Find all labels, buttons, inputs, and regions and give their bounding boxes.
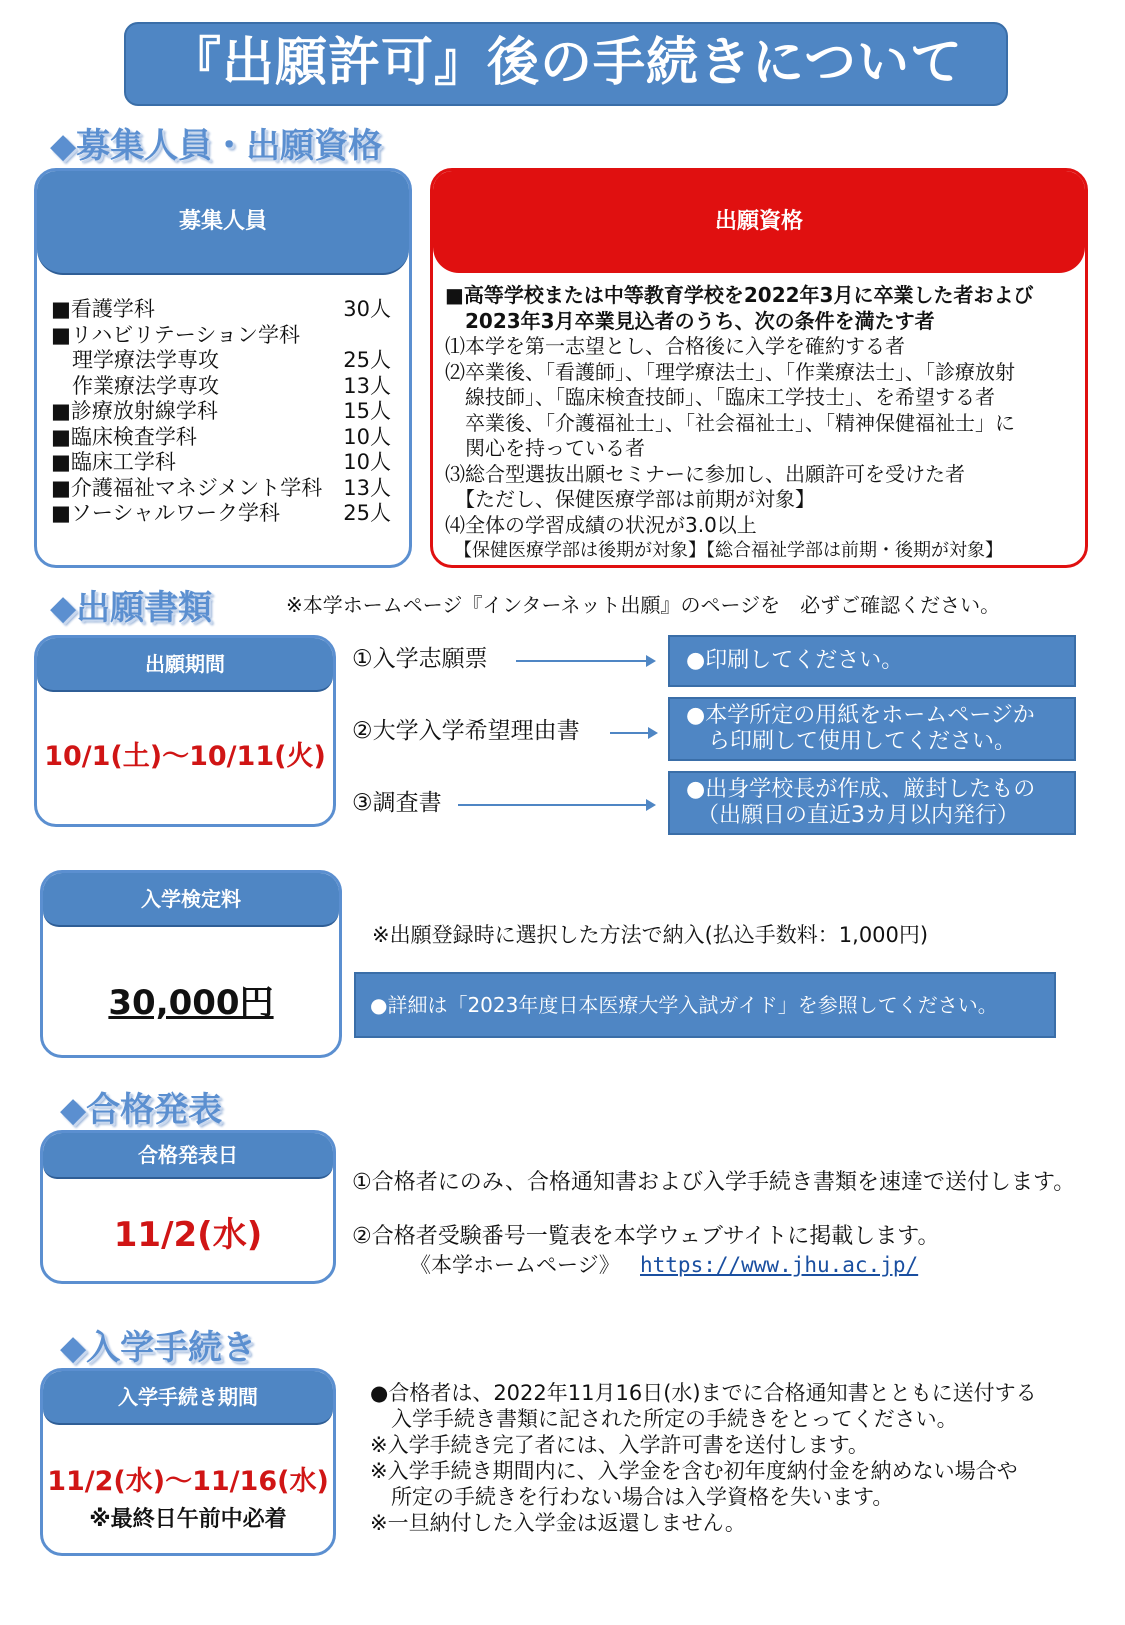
section-heading-enroll: ◆入学手続き — [60, 1328, 257, 1368]
application-period-value: 10/1(土)～10/11(火) — [44, 741, 326, 772]
document-desc-box — [668, 771, 1076, 835]
eligibility-line: 【保健医療学部は後期が対象】【総合福祉学部は前期・後期が対象】 — [445, 540, 1003, 561]
recruitment-row: ■リハビリテーション学科 — [51, 322, 300, 347]
document-desc-box — [668, 697, 1076, 761]
enrollment-line: 入学手続き書類に記された所定の手続きをとってください。 — [370, 1407, 958, 1431]
document-desc-line: ら印刷して使用してください。 — [686, 729, 1017, 754]
enrollment-line: ※一旦納付した入学金は返還しません。 — [370, 1511, 746, 1535]
document-desc-line: ●本学所定の用紙をホームページか — [686, 703, 1035, 728]
enrollment-line: 所定の手続きを行わない場合は入学資格を失います。 — [370, 1485, 894, 1509]
enrollment-deadline-note: ※最終日午前中必着 — [89, 1507, 287, 1532]
document-item-name: ③調査書 — [352, 790, 442, 816]
enrollment-line: ●合格者は、2022年11月16日(水)までに合格通知書とともに送付する — [370, 1381, 1037, 1405]
page-title: 『出願許可』後の手続きについて — [124, 22, 1008, 106]
recruitment-list — [37, 297, 409, 527]
fee-detail-text: ●詳細は「2023年度日本医療大学入試ガイド」を参照してください。 — [370, 993, 998, 1017]
enrollment-period-card — [40, 1368, 336, 1556]
recruitment-row: ■看護学科 30人 — [51, 297, 391, 321]
recruitment-row: ■診療放射線学科 15人 — [51, 399, 391, 423]
document-desc-box — [668, 635, 1076, 687]
exam-fee-value: 30,000円 — [108, 983, 274, 1023]
enrollment-line: ※入学手続き完了者には、入学許可書を送付します。 — [370, 1433, 869, 1457]
eligibility-line: 2023年3月卒業見込者のうち、次の条件を満たす者 — [445, 308, 935, 333]
eligibility-line: 卒業後、「介護福祉士」、「社会福祉士」、「精神保健福祉士」に — [445, 410, 1015, 435]
application-period-card — [34, 635, 336, 827]
results-line-2: ②合格者受験番号一覧表を本学ウェブサイトに掲載します。 — [352, 1224, 940, 1249]
fee-payment-note: ※出願登録時に選択した方法で納入(払込手数料：1,000円) — [372, 923, 929, 947]
arrow-right-icon — [516, 660, 654, 662]
homepage-link[interactable]: https://www.jhu.ac.jp/ — [640, 1253, 919, 1277]
eligibility-line: ■高等学校または中等教育学校を2022年3月に卒業した者および — [445, 283, 1034, 307]
enrollment-line: ※入学手続き期間内に、入学金を含む初年度納付金を納めない場合や — [370, 1459, 1018, 1483]
recruitment-row: ■臨床工学科 10人 — [51, 450, 391, 474]
documents-note: ※本学ホームページ『インターネット出願』のページを 必ずご確認ください。 — [286, 593, 1001, 617]
results-date-header: 合格発表日 — [43, 1133, 333, 1179]
section-heading-results: ◆合格発表 — [60, 1090, 223, 1130]
homepage-label: 《本学ホームページ》 — [410, 1253, 620, 1277]
document-item-name: ②大学入学希望理由書 — [352, 718, 580, 744]
arrow-right-icon — [610, 732, 656, 734]
recruitment-header: 募集人員 — [37, 171, 409, 275]
eligibility-card — [430, 168, 1088, 568]
enrollment-period-header: 入学手続き期間 — [43, 1371, 333, 1425]
results-line-1: ①合格者にのみ、合格通知書および入学手続き書類を速達で送付します。 — [352, 1170, 1076, 1195]
document-item-name: ①入学志願票 — [352, 646, 488, 672]
document-desc-line: ●印刷してください。 — [686, 648, 904, 673]
exam-fee-card — [40, 870, 342, 1058]
recruitment-row: ■ソーシャルワーク学科 25人 — [51, 501, 391, 525]
section-heading-documents: ◆出願書類 — [50, 588, 213, 628]
eligibility-line: ⑵卒業後、「看護師」、「理学療法士」、「作業療法士」、「診療放射 — [445, 359, 1015, 384]
document-desc-line: ●出身学校長が作成、厳封したもの — [686, 777, 1036, 802]
eligibility-line: 関心を持っている者 — [445, 436, 645, 460]
document-desc-line: （出願日の直近3カ月以内発行） — [686, 803, 1019, 828]
eligibility-line: 【ただし、保健医療学部は前期が対象】 — [445, 487, 815, 511]
enrollment-notes — [370, 1380, 1037, 1536]
eligibility-line: 線技師」、「臨床検査技師」、「臨床工学技士」、を希望する者 — [445, 385, 995, 409]
eligibility-header: 出願資格 — [433, 171, 1085, 273]
enrollment-period-value: 11/2(水)～11/16(水) — [47, 1466, 329, 1497]
section-heading-recruit: ◆募集人員・出願資格 — [50, 126, 383, 166]
eligibility-line: ⑶総合型選抜出願セミナーに参加し、出願許可を受けた者 — [445, 461, 965, 486]
eligibility-line: ⑷全体の学習成績の状況が3.0以上 — [445, 512, 757, 537]
exam-fee-header: 入学検定料 — [43, 873, 339, 927]
eligibility-line: ⑴本学を第一志望とし、合格後に入学を確約する者 — [445, 334, 905, 358]
arrow-right-icon — [458, 804, 654, 806]
recruitment-row: 作業療法学専攻 13人 — [51, 373, 391, 398]
recruitment-row: 理学療法学専攻 25人 — [51, 348, 391, 372]
results-date-card — [40, 1130, 336, 1284]
application-period-header: 出願期間 — [37, 638, 333, 692]
fee-detail-box — [354, 972, 1056, 1038]
results-date-value: 11/2(水) — [113, 1215, 263, 1255]
eligibility-text — [433, 283, 1085, 564]
recruitment-card — [34, 168, 412, 568]
recruitment-row: ■臨床検査学科 10人 — [51, 424, 391, 449]
recruitment-row: ■介護福祉マネジメント学科 13人 — [51, 475, 391, 500]
